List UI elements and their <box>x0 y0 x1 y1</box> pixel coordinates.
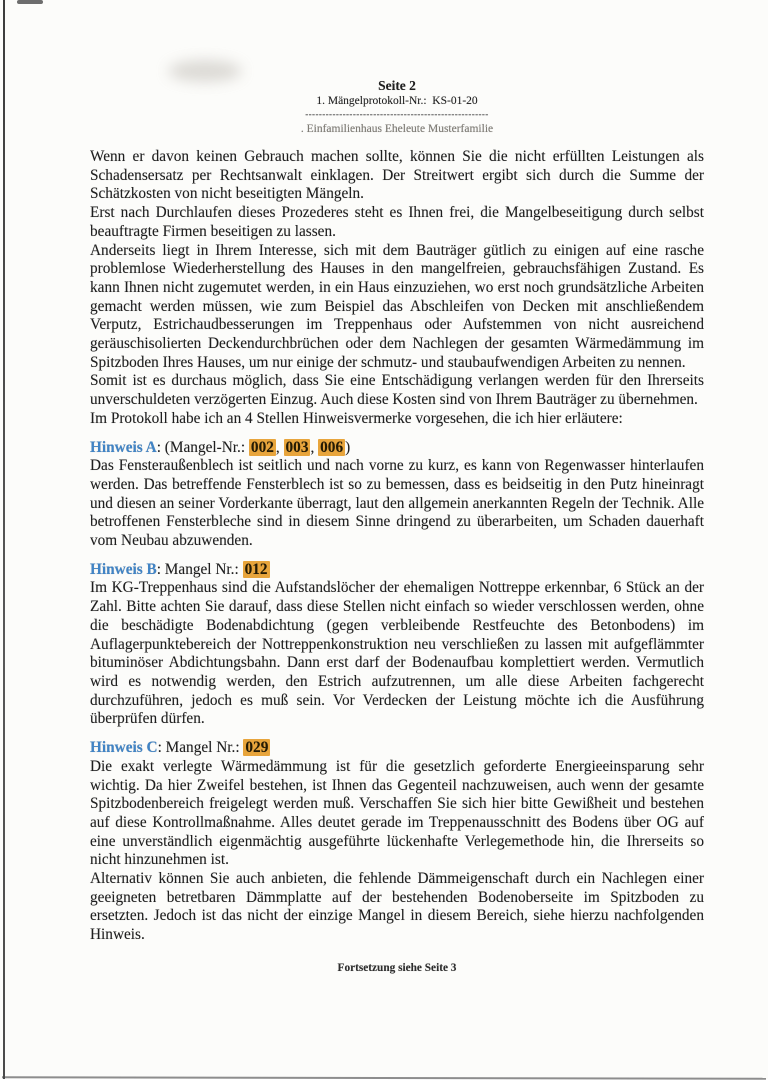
scan-bottom-whitespace <box>0 1079 768 1085</box>
paragraph: Wenn er davon keinen Gebrauch machen sollte, können Sie die nicht erfüllten Leistungen als Schadensersatz per Rechtsanwalt einklagen. Der Streitwert ergibt sich durch die Summe der Schätzkosten von nicht beseitigten Mängeln. <box>90 148 704 203</box>
document-subtitle: . Einfamilienhaus Eheleute Musterfamilie <box>300 123 494 135</box>
mangel-number-highlight: 029 <box>245 739 269 757</box>
mangel-number-highlight: 012 <box>244 560 268 578</box>
paragraph: Somit ist es durchaus möglich, dass Sie eine Entschädigung verlangen werden für den Ihrerseits unverschuldeten verzögerten Einzug. Auch diese Kosten sind von Ihrem Bauträger zu übernehmen. <box>90 372 704 409</box>
hinweis-paragraph: Im KG-Treppenhaus sind die Aufstandslöcher der ehemaligen Nottreppe erkennbar, 6 Stück an der Zahl. Bitte achten Sie darauf, dass diese Stellen nicht einfach so wieder verschlossen werden, ohne die beschädigte Bodenabdichtung (gegen verbleibende Restfeuchte des Betonbodens) im Auflagerpunktebereich der Nottreppenkonstruktion neu verschließen zu lassen mit aufgeflämmter bituminöser Abdichtungsbahn. Dann erst darf der Bodenaufbau komplettiert werden. Vermutlich wird es notwendig werden, den Estrich aufzutrennen, um alle diese Arbeiten fachgerecht durchzuführen, jedoch es muß sein. Vor Verdecken der Leistung möchte ich die Ausführung überprüfen dürfen. <box>90 579 704 728</box>
mangel-number-highlight: 006 <box>320 438 344 456</box>
hinweis-paragraph: Das Fensteraußenblech ist seitlich und nach vorne zu kurz, es kann von Regenwasser hinterlaufen werden. Das betreffende Fensterblech ist so zu bemessen, dass es beidseitig in den Putz hineinragt und diesen an seiner Vorderkante überragt, laut den allgemein anerkannten Regeln der Technik. Alle betroffenen Fensterbleche sind in diesem Sinne dringend zu überarbeiten, um Schaden dauerhaft vom Neubau abzuwenden. <box>90 457 704 550</box>
scan-edge-left <box>3 0 5 1079</box>
mangel-number-highlight: 002 <box>250 438 274 456</box>
hinweis-heading: Hinweis C: Mangel Nr.: 029 <box>90 739 269 757</box>
page-number-label: Seite 2 <box>378 78 416 93</box>
paragraph: Im Protokoll habe ich an 4 Stellen Hinweisvermerke vorgesehen, die ich hier erläutere: <box>90 409 623 427</box>
hinweis-heading: Hinweis A: (Mangel-Nr.: 002 , 003 , 006 ) <box>90 438 351 456</box>
document-body <box>90 148 704 945</box>
paragraph: Anderseits liegt in Ihrem Interesse, sich mit dem Bauträger gütlich zu einigen auf eine rasche problemlose Wiederherstellung des Hauses in den mangelfreien, gebrauchsfähigen Zustand. Es kann Ihnen nicht zugemutet werden, in ein Haus einzuziehen, wo erst noch grundsätzliche Arbeiten gemacht werden müssen, wie zum Beispiel das Abschleifen von Decken mit anschließendem Verputz, Estrichaudbesserungen im Treppenhaus oder Aufstemmen von nicht ausreichend geräuschisolierten Deckendurchbrüchen oder dem Nachlegen der gesamten Wärmedämmung im Spitzboden Ihres Hauses, um nur einige der schmutz- und staubaufwendigen Arbeiten zu nennen. <box>90 241 704 371</box>
hinweis-section-c <box>90 739 704 945</box>
header-dashed-divider: ------------------------------------------------------ <box>305 110 489 119</box>
hinweis-paragraph: Alternativ können Sie auch anbieten, die fehlende Dämmeigenschaft durch ein Nachlegen einer geeigneten betretbaren Dämmplatte auf der bestehenden Bodenoberseite im Spitzboden zu ersetzten. Jedoch ist das nicht der einzige Mangel in diesem Bereich, siehe hierzu nachfolgenden Hinweis. <box>90 870 704 944</box>
document-header <box>90 78 704 136</box>
hinweis-section-a <box>90 439 704 551</box>
hinweis-label: Hinweis A <box>90 438 157 456</box>
hinweis-label: Hinweis C <box>90 739 158 757</box>
hinweis-section-b <box>90 561 704 729</box>
hinweis-label: Hinweis B <box>90 560 157 578</box>
hinweis-paragraph: Die exakt verlegte Wärmedämmung ist für die gesetzlich geforderte Energieeinsparung sehr wichtig. Da hier Zweifel bestehen, ist Ihnen das Gegenteil nachzuweisen, auch wenn der gesamte Spitzbodenbereich freigelegt werden muß. Verschaffen Sie sich hier bitte Gewißheit und bestehen auf diese Kontrollmaßnahme. Alles deutet gerade im Treppenausschnitt des Bodens über OG auf eine unverständlich eigenmächtig ausgeführte lückenhafte Verlegemethode hin, die Ihrerseits so nicht hinzunehmen ist. <box>90 757 704 869</box>
scan-smudge-top <box>17 0 43 4</box>
mangel-number-highlight: 003 <box>285 438 309 456</box>
page-footer-continuation-note: Fortsetzung siehe Seite 3 <box>337 961 457 974</box>
hinweis-heading: Hinweis B: Mangel Nr.: 012 <box>90 560 268 578</box>
paragraph: Erst nach Durchlaufen dieses Prozederes steht es Ihnen frei, die Mangelbeseitigung durch selbst beauftragte Firmen beseitigen zu lassen. <box>90 204 704 240</box>
protocol-number-line: 1. Mängelprotokoll-Nr.: KS-01-20 <box>316 95 478 107</box>
document-content <box>90 78 704 974</box>
